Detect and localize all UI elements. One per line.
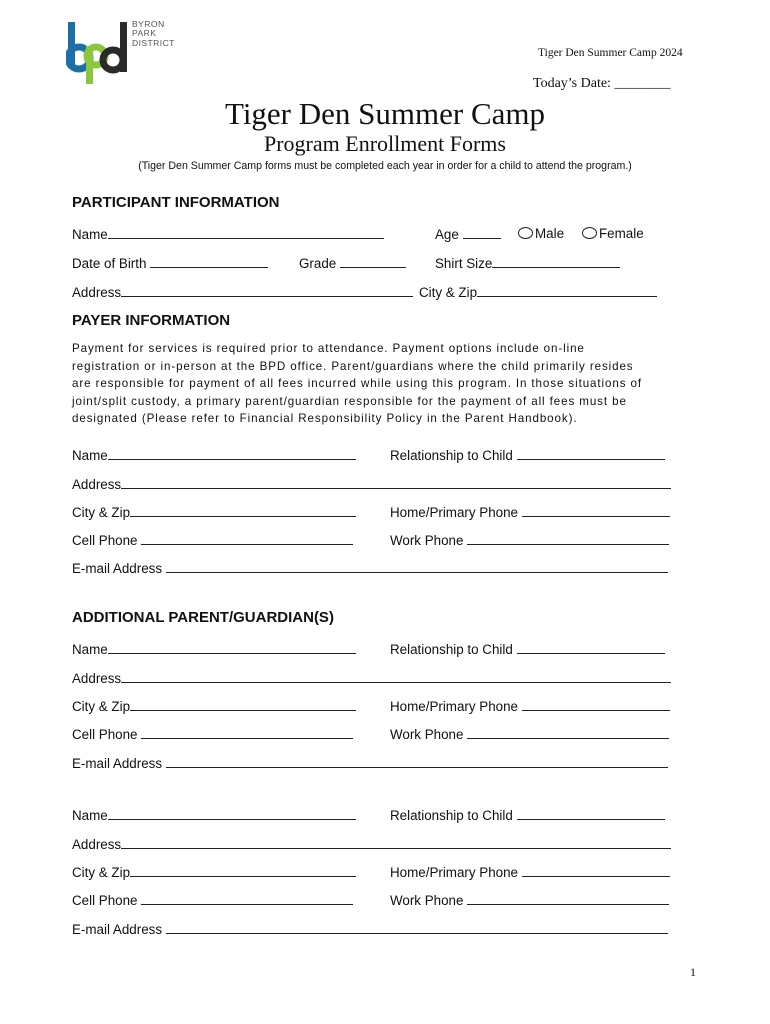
additional-heading: ADDITIONAL PARENT/GUARDIAN(S) bbox=[72, 609, 334, 626]
payer-email-field[interactable]: E-mail Address bbox=[72, 560, 668, 576]
participant-age-field[interactable]: Age bbox=[435, 226, 501, 242]
guardian1-home-phone-field[interactable]: Home/Primary Phone bbox=[390, 698, 670, 714]
participant-heading: PARTICIPANT INFORMATION bbox=[72, 194, 280, 211]
dob-field[interactable]: Date of Birth bbox=[72, 255, 268, 271]
female-radio[interactable]: Female bbox=[582, 226, 644, 241]
guardian2-name-field[interactable]: Name bbox=[72, 807, 356, 823]
guardian2-email-field[interactable]: E-mail Address bbox=[72, 921, 668, 937]
form-note: (Tiger Den Summer Camp forms must be completed each year in order for a child to attend the program.) bbox=[138, 160, 632, 172]
payer-work-phone-field[interactable]: Work Phone bbox=[390, 532, 669, 548]
payer-address-field[interactable]: Address bbox=[72, 476, 671, 492]
radio-circle-icon[interactable] bbox=[518, 227, 533, 239]
guardian2-home-phone-field[interactable]: Home/Primary Phone bbox=[390, 864, 670, 880]
todays-date-label: Today’s Date: ________ bbox=[533, 76, 671, 91]
guardian1-address-field[interactable]: Address bbox=[72, 670, 671, 686]
guardian1-cell-phone-field[interactable]: Cell Phone bbox=[72, 726, 353, 742]
participant-name-field[interactable]: Name bbox=[72, 226, 384, 242]
guardian1-name-field[interactable]: Name bbox=[72, 641, 356, 657]
org-name: BYRON PARK DISTRICT bbox=[132, 19, 175, 48]
guardian2-relationship-field[interactable]: Relationship to Child bbox=[390, 807, 665, 823]
payer-paragraph: Payment for services is required prior to attendance. Payment options include on-line registration or in-person at the BPD office. Parent/guardians where the child primarily resides are responsible for payment of all fees incurred while using this program. In those situations of joint/split custody, a primary parent/guardian responsible for the payment of all fees must be designated (Please refer to Financial Responsibility Policy in the Parent Handbook). bbox=[72, 342, 642, 426]
payer-cell-phone-field[interactable]: Cell Phone bbox=[72, 532, 353, 548]
shirt-size-field[interactable]: Shirt Size bbox=[435, 255, 620, 271]
page-number: 1 bbox=[690, 965, 696, 979]
grade-field[interactable]: Grade bbox=[299, 255, 406, 271]
payer-name-field[interactable]: Name bbox=[72, 447, 356, 463]
logo bbox=[66, 20, 186, 84]
guardian2-cell-phone-field[interactable]: Cell Phone bbox=[72, 892, 353, 908]
guardian1-city-zip-field[interactable]: City & Zip bbox=[72, 698, 356, 714]
bpd-logo-icon bbox=[66, 20, 130, 84]
guardian1-email-field[interactable]: E-mail Address bbox=[72, 755, 668, 771]
page-subtitle: Program Enrollment Forms bbox=[264, 131, 506, 156]
radio-circle-icon[interactable] bbox=[582, 227, 597, 239]
guardian1-work-phone-field[interactable]: Work Phone bbox=[390, 726, 669, 742]
guardian1-relationship-field[interactable]: Relationship to Child bbox=[390, 641, 665, 657]
running-title: Tiger Den Summer Camp 2024 bbox=[538, 47, 683, 59]
payer-city-zip-field[interactable]: City & Zip bbox=[72, 504, 356, 520]
payer-heading: PAYER INFORMATION bbox=[72, 312, 231, 329]
participant-address-field[interactable]: Address bbox=[72, 284, 413, 300]
guardian2-address-field[interactable]: Address bbox=[72, 836, 671, 852]
guardian2-city-zip-field[interactable]: City & Zip bbox=[72, 864, 356, 880]
payer-home-phone-field[interactable]: Home/Primary Phone bbox=[390, 504, 670, 520]
participant-city-zip-field[interactable]: City & Zip bbox=[419, 284, 657, 300]
payer-relationship-field[interactable]: Relationship to Child bbox=[390, 447, 665, 463]
male-radio[interactable]: Male bbox=[518, 226, 564, 241]
guardian2-work-phone-field[interactable]: Work Phone bbox=[390, 892, 669, 908]
page-title: Tiger Den Summer Camp bbox=[224, 96, 546, 131]
